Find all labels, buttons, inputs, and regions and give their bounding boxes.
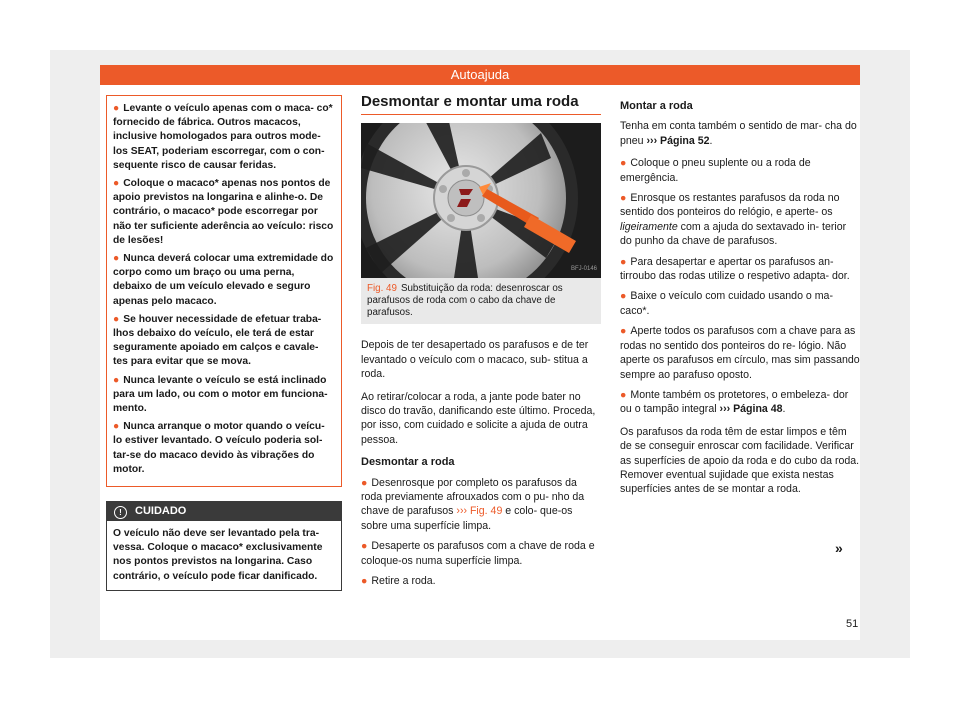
caution-header: ! CUIDADO [106, 501, 342, 521]
caution-box [106, 501, 342, 591]
wheel-wrench-illustration [361, 123, 601, 278]
chapter-header: Autoajuda [100, 65, 860, 85]
bullet-icon: ● [113, 374, 120, 386]
figure-caption: Fig. 49 Substituição da roda: desenroscar os parafusos de roda com o cabo da chave de parafusos. [361, 278, 601, 324]
list-item: ● Desenrosque por completo os parafusos da roda previamente afrouxados com o pu- nho da chave de parafusos ››› Fig. 49 e colo- que-os sobre uma superfície limpa. [361, 476, 585, 532]
bullet-icon: ● [113, 253, 120, 265]
page-number: 51 [846, 618, 859, 630]
caution-text: O veículo não deve ser levantado pela tra- vessa. Coloque o macaco* exclusivamente nos pontos previstos na longarina. Caso contrário, o veículo pode ficar danificado. [106, 521, 342, 591]
continue-mark: » [835, 540, 843, 556]
bullet-icon: ● [113, 103, 120, 114]
list-item: ● Baixe o veículo com cuidado usando o ma- caco*. [620, 290, 833, 317]
bullet-icon: ● [620, 192, 627, 205]
warning-item: ● Coloque o macaco* apenas nos pontos de apoio previstos na longarina e alinhe-o. De contrário, o macaco* pode escorregar por não ter suficiente aderência ao veículo: risco de lesões! [113, 178, 334, 246]
paragraph: Os parafusos da roda têm de estar limpos e têm de se conseguir enroscar com facilidade. Verificar as superfícies de apoio da roda e do cubo da roda. Remover eventual sujidade que exista nestas superfícies antes de se montar a roda. [620, 425, 860, 496]
list-item: ● Desaperte os parafusos com a chave de roda e coloque-os numa superfície limpa. [361, 540, 595, 567]
warning-item: ● Se houver necessidade de efetuar traba- lhos debaixo do veículo, ele terá de estar seguramente apoiado em calços e cavale- tes para evitar que se mova. [113, 313, 322, 368]
figure-number: Fig. 49 [367, 283, 397, 295]
list-item: ● Enrosque os restantes parafusos da roda no sentido dos ponteiros do relógio, e aperte- os ligeiramente com a ajuda do sextavado in- terior do punho da chave de parafusos. [620, 192, 847, 248]
bullet-icon: ● [361, 575, 368, 588]
bullet-icon: ● [113, 421, 120, 433]
right-column [620, 95, 860, 505]
subheading: Desmontar a roda [361, 456, 455, 469]
section-title: Desmontar e montar uma roda [361, 95, 601, 115]
bullet-icon: ● [620, 388, 627, 401]
middle-column [361, 95, 601, 595]
bullet-icon: ● [620, 290, 627, 303]
wheel-figure [361, 123, 601, 278]
paragraph: Ao retirar/colocar a roda, a jante pode bater no disco do travão, danificando este último. Proceda, por isso, com cuidado e solicite a ajuda de outra pessoa. [361, 390, 596, 446]
warning-item: ● Levante o veículo apenas com o maca- co* fornecido de fábrica. Outros macacos, inclusive homologados para outros mode- los SEAT, poderiam escorregar, com o con- sequente risco de causar feridas. [113, 103, 333, 171]
bullet-icon: ● [361, 476, 368, 489]
page-link[interactable]: ››› Página 52 [646, 134, 710, 147]
figure-link[interactable]: ››› Fig. 49 [456, 505, 503, 518]
figure-code: BFJ-0146 [570, 266, 597, 272]
list-item: ● Para desapertar e apertar os parafusos an- tirroubo das rodas utilize o respetivo adapta- dor. [620, 255, 850, 283]
page-link[interactable]: ››› Página 48 [719, 403, 783, 416]
subheading: Montar a roda [620, 100, 693, 112]
list-item: ● Aperte todos os parafusos com a chave para as rodas no sentido dos ponteiros do re- lógio. Não aperte os parafusos em círculo, mas sim passando sempre ao parafuso oposto. [620, 325, 860, 381]
warning-item: ● Nunca arranque o motor quando o veícu- lo estiver levantado. O veículo poderia sol- tar-se do macaco devido às vibrações do motor. [113, 421, 325, 475]
warning-item: ● Nunca deverá colocar uma extremidade do corpo como um braço ou uma perna, debaixo de um veículo elevado e seguro apenas pelo macaco. [113, 253, 334, 307]
paragraph: Depois de ter desapertado os parafusos e de ter levantado o veículo com o macaco, sub- stitua a roda. [361, 339, 589, 381]
bullet-icon: ● [620, 325, 627, 338]
bullet-icon: ● [113, 313, 120, 325]
warning-item: ● Nunca levante o veículo se está inclinado para um lado, ou com o motor em funciona- mento. [113, 374, 328, 415]
bullet-icon: ● [620, 255, 627, 268]
left-column [106, 95, 342, 591]
paragraph: Tenha em conta também o sentido de mar- cha do pneu ››› Página 52. [620, 120, 857, 147]
bullet-icon: ● [620, 157, 627, 170]
list-item: ● Retire a roda. [361, 575, 436, 588]
list-item: ● Monte também os protetores, o embeleza- dor ou o tampão integral ››› Página 48. [620, 388, 849, 416]
bullet-icon: ● [361, 540, 368, 553]
warning-box [106, 95, 342, 487]
bullet-icon: ● [113, 178, 120, 190]
list-item: ● Coloque o pneu suplente ou a roda de emergência. [620, 157, 811, 184]
info-icon: ! [114, 506, 127, 519]
